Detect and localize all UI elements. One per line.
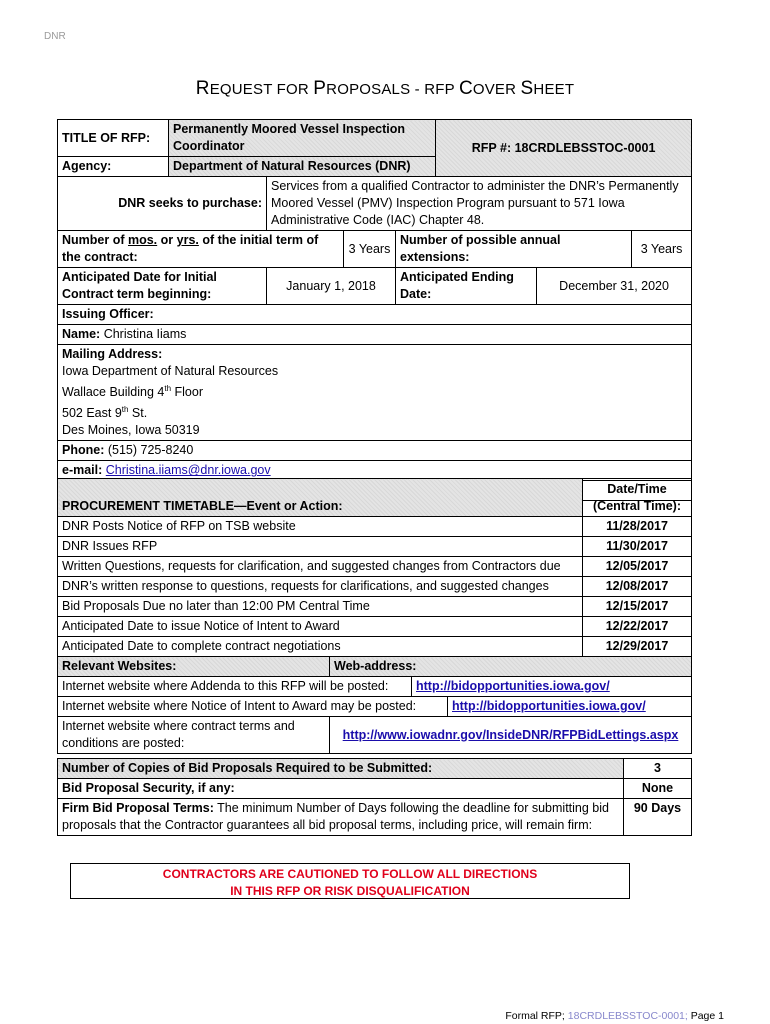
purchase-label: DNR seeks to purchase: xyxy=(58,177,267,231)
contract-terms-url[interactable]: http://www.iowadnr.gov/InsideDNR/RFPBidLettings.aspx xyxy=(342,727,679,742)
timetable-row xyxy=(58,637,692,657)
purchase-value: Services from a qualified Contractor to administer the DNR’s Permanently Moored Vessel (PMV) Inspection Program pursuant to 571 Iowa Administrative Code (IAC) Chapter 48. xyxy=(267,177,692,231)
relevant-websites xyxy=(57,656,692,754)
timetable-date: 12/08/2017 xyxy=(583,577,692,597)
timetable-row xyxy=(58,517,692,537)
proposal-requirements xyxy=(57,758,692,836)
timetable-header-date: Date/Time (Central Time): xyxy=(583,479,692,517)
end-date-value: December 31, 2020 xyxy=(537,268,692,305)
contract-terms-label: Internet website where contract terms and conditions are posted: xyxy=(58,717,330,754)
timetable-event: Bid Proposals Due no later than 12:00 PM Central Time xyxy=(58,597,583,617)
header-label: DNR xyxy=(44,31,66,42)
agency-label: Agency: xyxy=(58,157,169,177)
timetable-date: 12/22/2017 xyxy=(583,617,692,637)
websites-header-right: Web-address: xyxy=(330,657,692,677)
agency-value: Department of Natural Resources (DNR) xyxy=(169,157,436,177)
timetable-date: 12/15/2017 xyxy=(583,597,692,617)
procurement-timetable xyxy=(57,478,692,657)
websites-header-left: Relevant Websites: xyxy=(58,657,330,677)
timetable-row xyxy=(58,557,692,577)
term-label: Number of mos. or yrs. of the initial term of the contract: xyxy=(58,231,344,268)
officer-name: Name: Christina Iiams xyxy=(58,325,691,345)
terms-text: Firm Bid Proposal Terms: The minimum Number of Days following the deadline for submitting bid proposals that the Contractor guarantees all bid proposal terms, including price, will remain firm: xyxy=(58,799,624,836)
addenda-url[interactable]: http://bidopportunities.iowa.gov/ xyxy=(416,679,610,693)
title-label: TITLE OF RFP: xyxy=(58,120,169,157)
extensions-label: Number of possible annual extensions: xyxy=(396,231,632,268)
terms-value: 90 Days xyxy=(624,799,692,836)
timetable-event: Anticipated Date to complete contract negotiations xyxy=(58,637,583,657)
start-date-value: January 1, 2018 xyxy=(267,268,396,305)
timetable-row xyxy=(58,577,692,597)
timetable-date: 12/05/2017 xyxy=(583,557,692,577)
cover-table xyxy=(57,119,692,501)
term-value: 3 Years xyxy=(344,231,396,268)
timetable-row xyxy=(58,597,692,617)
end-date-label: Anticipated Ending Date: xyxy=(396,268,537,305)
disqualification-warning: CONTRACTORS ARE CAUTIONED TO FOLLOW ALL DIRECTIONS IN THIS RFP OR RISK DISQUALIFICATION xyxy=(70,863,630,899)
start-date-label: Anticipated Date for Initial Contract term beginning: xyxy=(58,268,267,305)
timetable-event: DNR’s written response to questions, requests for clarifications, and suggested changes xyxy=(58,577,583,597)
issuing-officer-label: Issuing Officer: xyxy=(58,305,691,325)
issuing-officer-block xyxy=(58,305,692,501)
phone: Phone: (515) 725-8240 xyxy=(58,441,691,461)
timetable-header-event: PROCUREMENT TIMETABLE—Event or Action: xyxy=(58,479,583,517)
timetable-row xyxy=(58,537,692,557)
email: e-mail: Christina.iiams@dnr.iowa.gov xyxy=(58,461,691,481)
addenda-label: Internet website where Addenda to this RFP will be posted: xyxy=(58,677,412,697)
email-link[interactable]: Christina.iiams@dnr.iowa.gov xyxy=(105,463,271,478)
title-value: Permanently Moored Vessel Inspection Coordinator xyxy=(169,120,436,157)
timetable-event: Anticipated Date to issue Notice of Intent to Award xyxy=(58,617,583,637)
timetable-date: 12/29/2017 xyxy=(583,637,692,657)
security-label: Bid Proposal Security, if any: xyxy=(58,779,624,799)
timetable-row xyxy=(58,617,692,637)
intent-award-url[interactable]: http://bidopportunities.iowa.gov/ xyxy=(452,699,646,713)
intent-award-label: Internet website where Notice of Intent to Award may be posted: xyxy=(58,697,448,717)
page-footer: Formal RFP; 18CRDLEBSSTOC-0001; Page 1 xyxy=(505,1010,724,1022)
timetable-date: 11/28/2017 xyxy=(583,517,692,537)
mailing-address: Mailing Address: Iowa Department of Natural Resources Wallace Building 4th Floor 502 East 9th St. Des Moines, Iowa 50319 xyxy=(58,345,691,441)
copies-label: Number of Copies of Bid Proposals Required to be Submitted: xyxy=(58,759,624,779)
timetable-date: 11/30/2017 xyxy=(583,537,692,557)
copies-value: 3 xyxy=(624,759,692,779)
timetable-event: DNR Posts Notice of RFP on TSB website xyxy=(58,517,583,537)
page-title: REQUEST FOR PROPOSALS - RFP COVER SHEET xyxy=(195,78,575,99)
security-value: None xyxy=(624,779,692,799)
extensions-value: 3 Years xyxy=(632,231,692,268)
rfp-number: RFP #: 18CRDLEBSSTOC-0001 xyxy=(436,120,692,177)
timetable-event: DNR Issues RFP xyxy=(58,537,583,557)
timetable-event: Written Questions, requests for clarification, and suggested changes from Contractors due xyxy=(58,557,583,577)
